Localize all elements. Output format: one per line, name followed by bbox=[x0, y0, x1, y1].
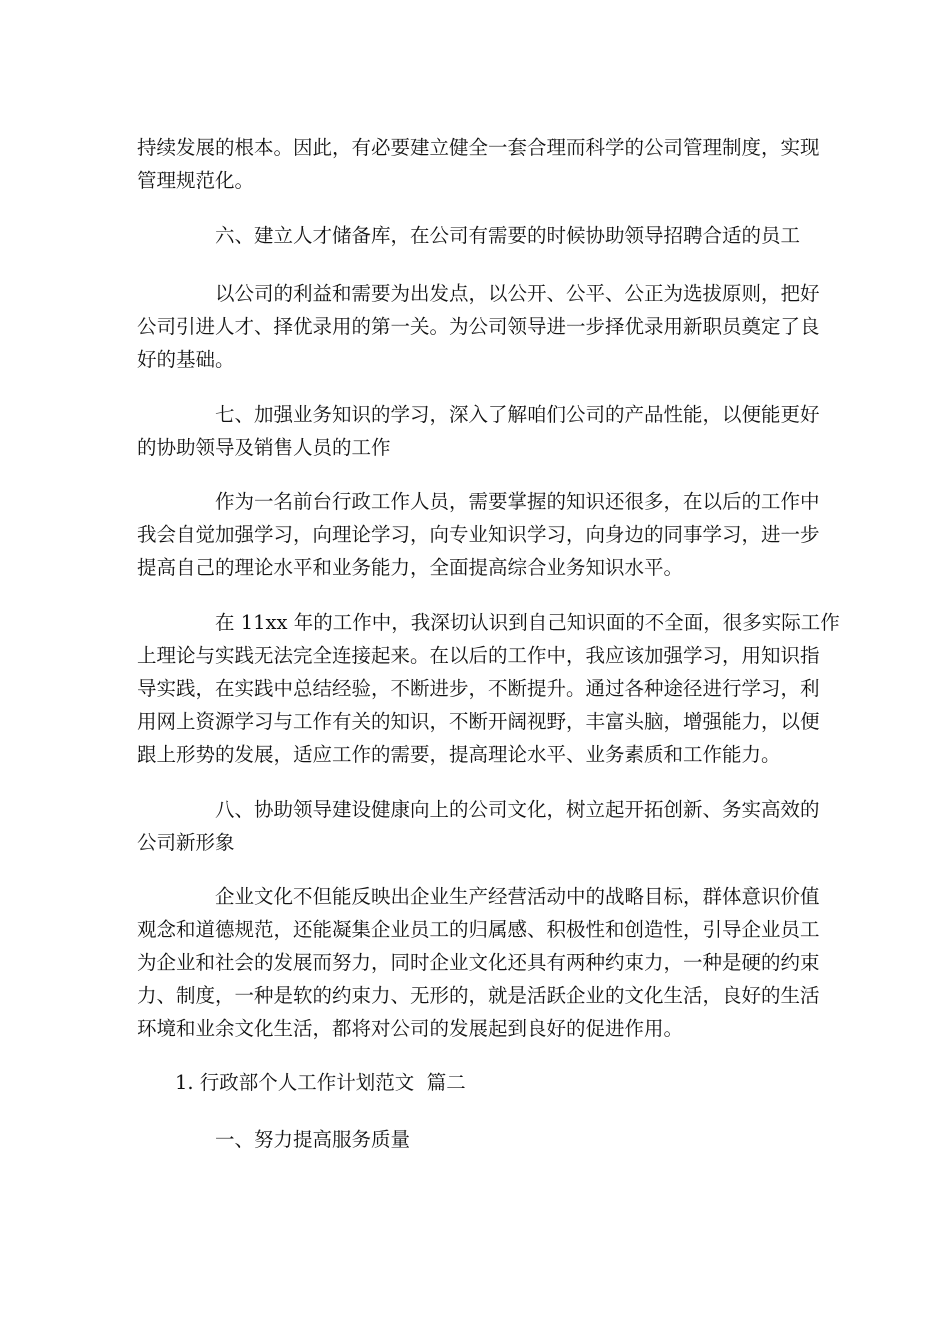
text-line: 上理论与实践无法完全连接起来。在以后的工作中，我应该加强学习，用知识指 bbox=[137, 644, 820, 667]
text-line: 管理规范化。 bbox=[137, 169, 255, 192]
text-line: 力、制度，一种是软的约束力、无形的，就是活跃企业的文化生活，良好的生活 bbox=[137, 984, 820, 1007]
section-heading-eight bbox=[137, 793, 820, 859]
section-heading-one bbox=[215, 1123, 891, 1156]
text-line: 以公司的利益和需要为出发点，以公开、公平、公正为选拔原则，把好 bbox=[215, 282, 820, 305]
text-line: 导实践，在实践中总结经验，不断进步，不断提升。通过各种途径进行学习，利 bbox=[137, 677, 820, 700]
paragraph-management-system bbox=[137, 131, 820, 197]
text-line: 我会自觉加强学习，向理论学习，向专业知识学习，向身边的同事学习，进一步 bbox=[137, 523, 820, 546]
text-line: 提高自己的理论水平和业务能力，全面提高综合业务知识水平。 bbox=[137, 556, 684, 579]
text-line: 七、加强业务知识的学习，深入了解咱们公司的产品性能，以便能更好 bbox=[215, 403, 820, 426]
text-line: 观念和道德规范，还能凝集企业员工的归属感、积极性和创造性，引导企业员工 bbox=[137, 918, 820, 941]
text-line: 八、协助领导建设健康向上的公司文化，树立起开拓创新、务实高效的 bbox=[215, 798, 820, 821]
text-line: 环境和业余文化生活，都将对公司的发展起到良好的促进作用。 bbox=[137, 1017, 684, 1040]
text-line: 持续发展的根本。因此，有必要建立健全一套合理而科学的公司管理制度，实现 bbox=[137, 136, 820, 159]
text-line: 公司新形象 bbox=[137, 831, 235, 854]
text-line: 一、努力提高服务质量 bbox=[215, 1128, 411, 1151]
text-line: 作为一名前台行政工作人员，需要掌握的知识还很多，在以后的工作中 bbox=[215, 490, 820, 513]
text-line: 跟上形势的发展，适应工作的需要，提高理论水平、业务素质和工作能力。 bbox=[137, 743, 781, 766]
text-line: 用网上资源学习与工作有关的知识，不断开阔视野，丰富头脑，增强能力，以便 bbox=[137, 710, 820, 733]
text-line: 在 11xx 年的工作中，我深切认识到自己知识面的不全面，很多实际工作 bbox=[215, 611, 840, 634]
section-heading-seven bbox=[137, 398, 820, 464]
text-line: 1. 行政部个人工作计划范文 篇二 bbox=[175, 1071, 466, 1094]
section-heading-six bbox=[137, 219, 813, 252]
paragraph-year-reflection bbox=[137, 606, 840, 771]
paragraph-talent-selection bbox=[137, 277, 820, 376]
text-line: 的协助领导及销售人员的工作 bbox=[137, 436, 391, 459]
article-title-part-two bbox=[175, 1066, 851, 1099]
text-line: 为企业和社会的发展而努力，同时企业文化还具有两种约束力，一种是硬的约束 bbox=[137, 951, 820, 974]
text-line: 企业文化不但能反映出企业生产经营活动中的战略目标，群体意识价值 bbox=[215, 885, 820, 908]
paragraph-self-study bbox=[137, 485, 820, 584]
text-line: 好的基础。 bbox=[137, 348, 235, 371]
text-line: 公司引进人才、择优录用的第一关。为公司领导进一步择优录用新职员奠定了良 bbox=[137, 315, 820, 338]
text-line: 六、建立人才储备库，在公司有需要的时候协助领导招聘合适的员工 bbox=[215, 224, 801, 247]
paragraph-corporate-culture bbox=[137, 880, 820, 1045]
